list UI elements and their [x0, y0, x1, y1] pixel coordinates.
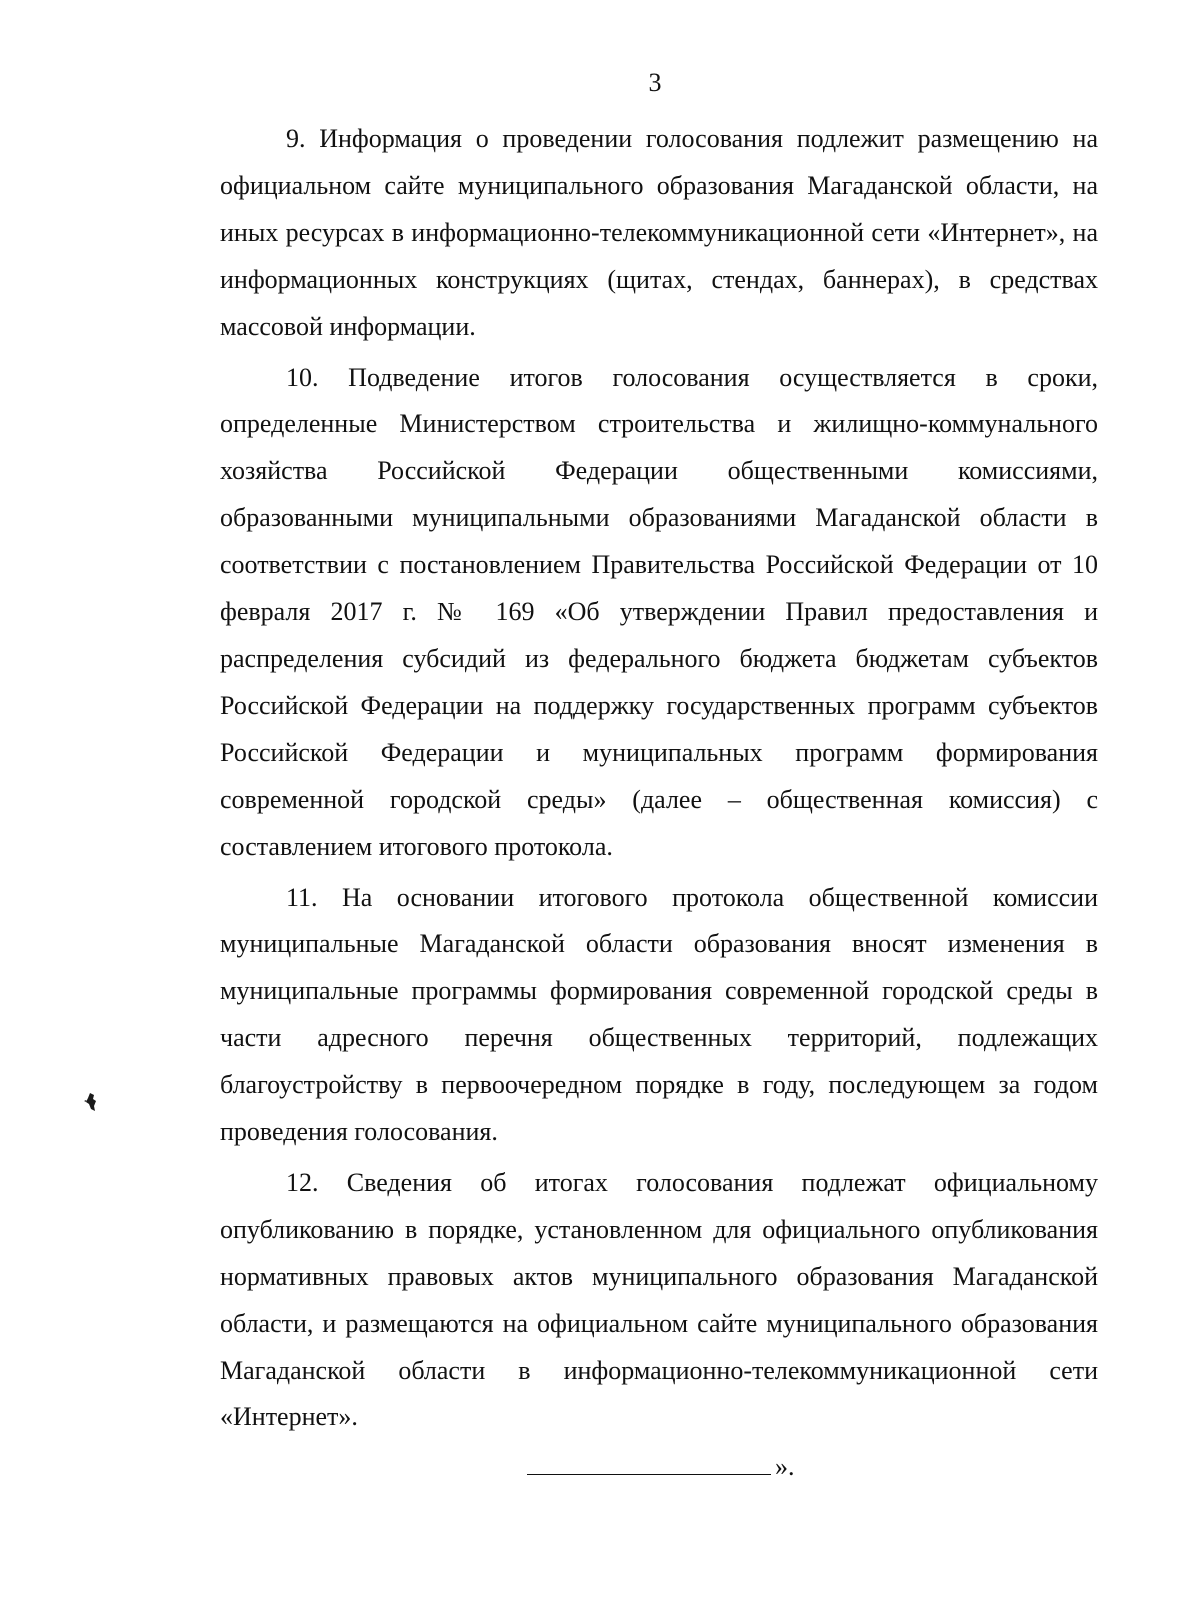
paragraph-11: 11. На основании итогового протокола общественной комиссии муниципальные Магаданской области образования вносят изменения в муниципальные программы формирования современной городской среды в части адресного перечня общественных территорий, подлежащих благоустройству в первоочередном порядке в году, последующем за годом проведения голосования. — [220, 882, 1098, 1147]
paragraph-10: 10. Подведение итогов голосования осуществляется в сроки, определенные Министерством строительства и жилищно-коммунального хозяйства Российской Федерации общественными комиссиями, образованными муниципальными образованиями Магаданской области в соответствии с постановлением Правительства Российской Федерации от 10 февраля 2017 г. № 169 «Об утверждении Правил предоставления и распределения субсидий из федерального бюджета бюджетам субъектов Российской Федерации на поддержку государственных программ субъектов Российской Федерации и муниципальных программ формирования современной городской среды» (далее – общественная комиссия) с составлением итогового протокола. — [220, 362, 1098, 861]
paragraph-9: 9. Информация о проведении голосования подлежит размещению на официальном сайте муниципального образования Магаданской области, на иных ресурсах в информационно-телекоммуникационной сети «Интернет», на информационных конструкциях (щитах, стендах, баннерах), в средствах массовой информации. — [220, 124, 1098, 341]
document-body — [220, 116, 1098, 1445]
closing-mark — [527, 1452, 795, 1482]
page-number: 3 — [648, 68, 662, 97]
closing-rule — [527, 1474, 771, 1475]
scan-speck — [84, 1092, 98, 1112]
closing-quote: ». — [775, 1452, 795, 1481]
paragraph-12: 12. Сведения об итогах голосования подлежат официальному опубликованию в порядке, установленном для официального опубликования нормативных правовых актов муниципального образования Магаданской области, и размещаются на официальном сайте муниципального образования Магаданской области в информационно-телекоммуникационной сети «Интернет». — [220, 1167, 1098, 1432]
